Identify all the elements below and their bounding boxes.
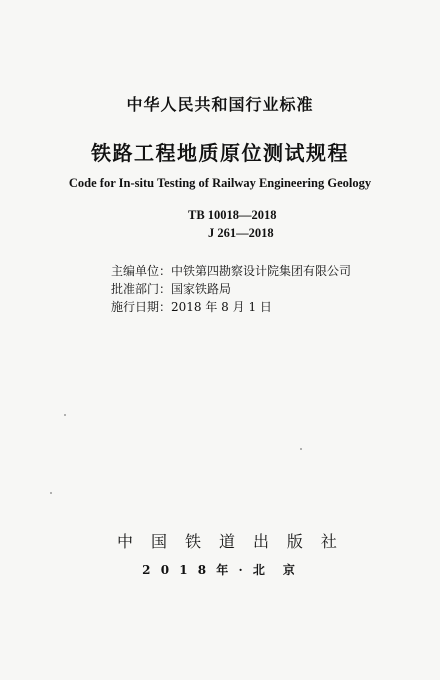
publisher-char: 道 (218, 532, 235, 551)
publish-date: 2 0 1 8 年 · 北 京 (142, 563, 298, 577)
publisher-char: 国 (150, 532, 167, 551)
standard-code-j: J 261—2018 (208, 226, 274, 240)
publisher-name (117, 529, 337, 552)
english-title: Code for In-situ Testing of Railway Engineering Geology (68, 176, 372, 190)
scan-speck (50, 492, 52, 494)
editor-unit-value: 中铁第四勘察设计院集团有限公司 (171, 264, 352, 278)
publisher-char: 中 (117, 532, 134, 551)
publisher-char: 版 (286, 532, 303, 551)
editor-unit-line (111, 262, 351, 279)
effective-date-label: 施行日期： (111, 300, 172, 314)
publisher-char: 社 (320, 532, 337, 551)
scan-speck (300, 448, 302, 450)
standard-code-tb: TB 10018—2018 (188, 208, 277, 222)
effective-date-value: 2018 年 8 月 1 日 (171, 300, 272, 314)
approver-line (111, 280, 231, 297)
scan-speck (64, 414, 66, 416)
chinese-title: 铁路工程地质原位测试规程 (91, 141, 349, 165)
approver-value: 国家铁路局 (171, 282, 232, 296)
editor-unit-label: 主编单位： (111, 264, 172, 278)
standard-type-heading: 中华人民共和国行业标准 (126, 95, 314, 114)
approver-label: 批准部门： (111, 282, 172, 296)
publisher-char: 出 (252, 532, 269, 551)
publisher-char: 铁 (184, 532, 201, 551)
effective-date-line (111, 298, 272, 315)
